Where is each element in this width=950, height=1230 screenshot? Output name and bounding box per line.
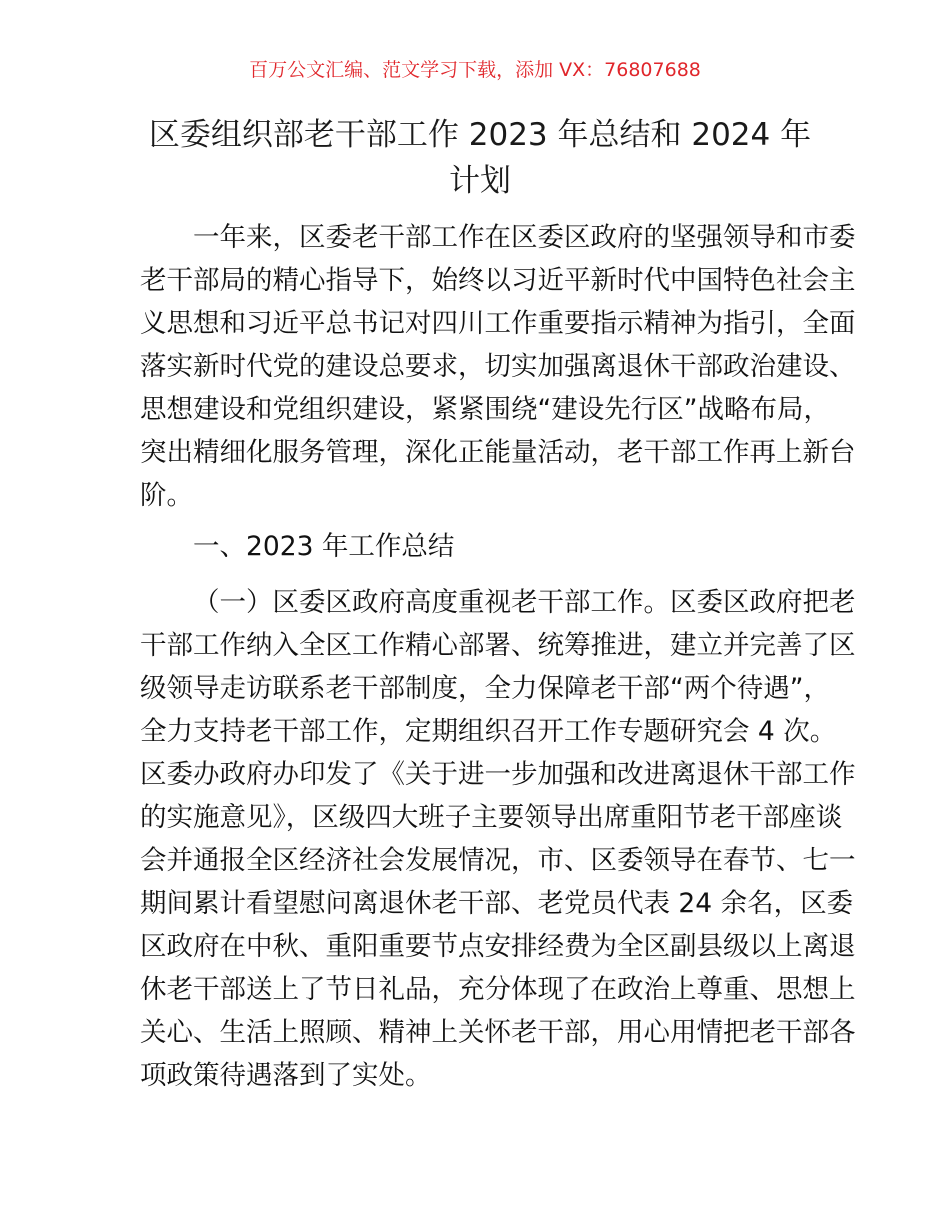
text-line: 阶。 xyxy=(140,480,193,511)
text-line: 全力支持老干部工作，定期组织召开工作专题研究会 4 次。 xyxy=(140,716,837,747)
section-heading xyxy=(140,525,820,568)
text-line: 思想建设和党组织建设，紧紧围绕“建设先行区”战略布局， xyxy=(140,394,830,425)
text-line: 期间累计看望慰问离退休老干部、老党员代表 24 余名，区委 xyxy=(140,888,854,919)
text-line: 落实新时代党的建设总要求，切实加强离退休干部政治建设、 xyxy=(140,351,856,382)
watermark-banner: 百万公文汇编、范文学习下载，添加 VX：76807688 xyxy=(249,59,701,81)
text-line: 一年来，区委老干部工作在区委区政府的坚强领导和市委 xyxy=(193,222,856,253)
intro-paragraph xyxy=(140,216,856,517)
document-title xyxy=(140,112,820,204)
text-line: 突出精细化服务管理，深化正能量活动，老干部工作再上新台 xyxy=(140,437,856,468)
text-line: 老干部局的精心指导下，始终以习近平新时代中国特色社会主 xyxy=(140,265,856,296)
section-paragraph xyxy=(140,581,856,1097)
title-line: 区委组织部老干部工作 2023 年总结和 2024 年 xyxy=(148,117,812,153)
text-line: 的实施意见》，区级四大班子主要领导出席重阳节老干部座谈 xyxy=(140,802,843,833)
text-line: （一）区委区政府高度重视老干部工作。区委区政府把老 xyxy=(193,587,856,618)
text-line: 干部工作纳入全区工作精心部署、统筹推进，建立并完善了区 xyxy=(140,630,856,661)
text-line: 区政府在中秋、重阳重要节点安排经费为全区副县级以上离退 xyxy=(140,931,856,962)
text-line: 区委办政府办印发了《关于进一步加强和改进离退休干部工作 xyxy=(140,759,856,790)
text-line: 休老干部送上了节日礼品，充分体现了在政治上尊重、思想上 xyxy=(140,974,856,1005)
section-heading-text: 一、2023 年工作总结 xyxy=(193,531,455,562)
text-line: 义思想和习近平总书记对四川工作重要指示精神为指引，全面 xyxy=(140,308,856,339)
title-line: 计划 xyxy=(449,163,511,199)
text-line: 级领导走访联系老干部制度，全力保障老干部“两个待遇”， xyxy=(140,673,830,704)
text-line: 项政策待遇落到了实处。 xyxy=(140,1060,432,1091)
text-line: 会并通报全区经济社会发展情况，市、区委领导在春节、七一 xyxy=(140,845,856,876)
text-line: 关心、生活上照顾、精神上关怀老干部，用心用情把老干部各 xyxy=(140,1017,856,1048)
